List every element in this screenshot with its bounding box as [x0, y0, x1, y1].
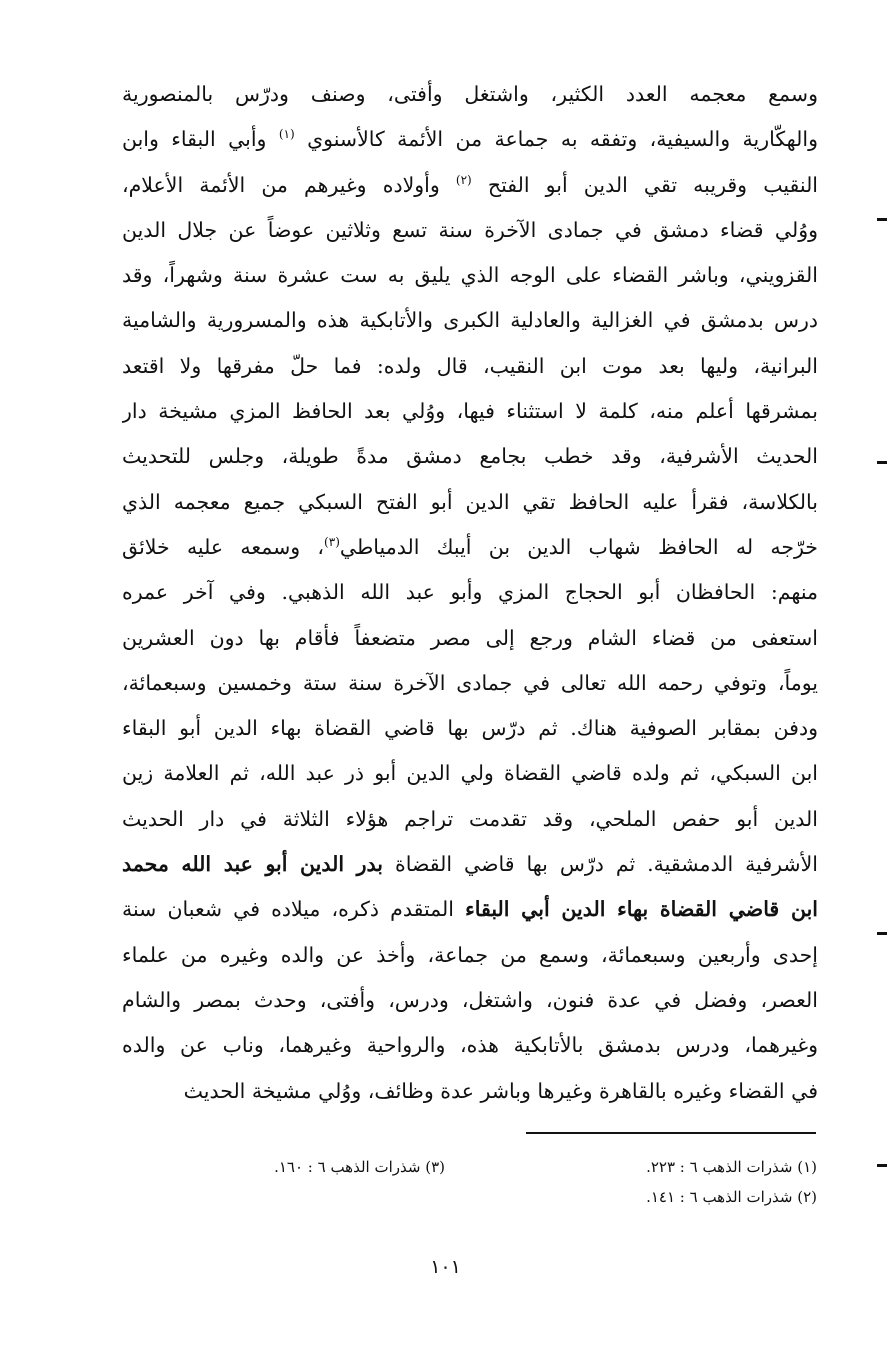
text-line-8: بمشرقها أعلم منه، كلمة لا استثناء فيها، ووُلي بعد الحافظ المزي مشيخة دار [122, 399, 818, 424]
text-line-5: القزويني، وباشر القضاء على الوجه الذي يليق به ست عشرة سنة وشهراً، وقد [122, 263, 818, 288]
text-line-19-part-b: المتقدم ذكره، ميلاده في شعبان سنة [122, 897, 454, 922]
text-line-11-part-a: خرّجه له الحافظ شهاب الدين بن أيبك الدمياطي [339, 534, 818, 559]
footnote-2: (٢) شذرات الذهب ٦ : ١٤١. [646, 1188, 817, 1206]
text-line-3-part-a: النقيب وقريبه تقي الدين أبو الفتح [487, 172, 818, 197]
margin-tick-mark [877, 1164, 887, 1167]
footnote-1: (١) شذرات الذهب ٦ : ٢٢٣. [646, 1158, 817, 1176]
margin-tick-mark [877, 461, 887, 464]
footnote-divider [526, 1132, 816, 1134]
text-line-12: منهم: الحافظان أبو الحجاج المزي وأبو عبد الله الذهبي. وفي آخر عمره [122, 580, 818, 605]
text-line-4: ووُلي قضاء دمشق في جمادى الآخرة سنة تسع وثلاثين عوضاً عن جلال الدين [122, 217, 818, 242]
text-line-14: يوماً، وتوفي رحمه الله تعالى في جمادى الآخرة سنة ستة وخمسين وسبعمائة، [122, 670, 818, 695]
text-line-22: وغيرهما، ودرس بدمشق بالأتابكية هذه، والرواحية وغيرهما، وناب عن والده [122, 1033, 818, 1058]
text-line-21: العصر، وفضل في عدة فنون، واشتغل، ودرس، وأفتى، وحدث بمصر والشام [122, 987, 818, 1012]
footnote-ref-3[interactable]: (٣) [324, 535, 340, 550]
text-line-6: درس بدمشق في الغزالية والعادلية الكبرى والأتابكية هذه والمسرورية والشامية [122, 308, 818, 333]
footnote-ref-1[interactable]: (١) [278, 127, 295, 142]
text-line-18-part-a: الأشرفية الدمشقية. ثم درّس بها قاضي القضاة [394, 852, 818, 877]
text-line-23: في القضاء وغيره بالقاهرة وغيرها وباشر عدة وظائف، ووُلي مشيخة الحديث [183, 1078, 818, 1103]
margin-tick-mark [877, 218, 887, 221]
text-line-16: ابن السبكي، ثم ولده قاضي القضاة ولي الدين أبو ذر عبد الله، ثم العلامة زين [122, 761, 818, 786]
text-line-2 [122, 117, 818, 162]
bold-name-b: ابن قاضي القضاة بهاء الدين أبي البقاء [465, 897, 818, 922]
text-line-2-part-a: والهكّارية والسيفية، وتفقه به جماعة من الأئمة كالأسنوي [307, 127, 818, 152]
footnote-3: (٣) شذرات الذهب ٦ : ١٦٠. [274, 1158, 445, 1176]
text-line-17: الدين أبو حفص الملحي، وقد تقدمت تراجم هؤلاء الثلاثة في دار الحديث [122, 806, 818, 831]
text-line-7: البرانية، وليها بعد موت ابن النقيب، قال ولده: فما حلّ مفرقها ولا اقتعد [122, 353, 818, 378]
text-line-20: إحدى وأربعين وسبعمائة، وسمع من جماعة، وأخذ عن والده وغيره من علماء [122, 942, 818, 967]
margin-tick-mark [877, 932, 887, 935]
text-line-19 [122, 887, 818, 932]
text-line-11 [122, 525, 818, 570]
page-number: ١٠١ [430, 1256, 461, 1278]
bold-name-a: بدر الدين أبو عبد الله محمد [122, 852, 383, 877]
text-line-18 [122, 842, 818, 887]
text-line-2-part-b: وأبي البقاء وابن [122, 127, 267, 152]
text-line-13: استعفى من قضاء الشام ورجع إلى مصر متضعفاً فأقام بها دون العشرين [122, 625, 818, 650]
main-text-block [122, 72, 818, 1114]
text-line-1: وسمع معجمه العدد الكثير، واشتغل وأفتى، وصنف ودرّس بالمنصورية [122, 82, 818, 106]
text-line-9: الحديث الأشرفية، وقد خطب بجامع دمشق مدةً طويلة، وجلس للتحديث [122, 444, 818, 469]
text-line-3-part-b: وأولاده وغيرهم من الأئمة الأعلام، [122, 172, 440, 197]
footnote-ref-2[interactable]: (٢) [455, 172, 472, 187]
text-line-3 [122, 163, 818, 208]
text-line-11-part-b: ، وسمعه عليه خلائق [122, 534, 325, 559]
text-line-15: ودفن بمقابر الصوفية هناك. ثم درّس بها قاضي القضاة بهاء الدين أبو البقاء [122, 716, 818, 741]
text-line-10: بالكلاسة، فقرأ عليه الحافظ تقي الدين أبو الفتح السبكي جميع معجمه الذي [122, 489, 818, 514]
